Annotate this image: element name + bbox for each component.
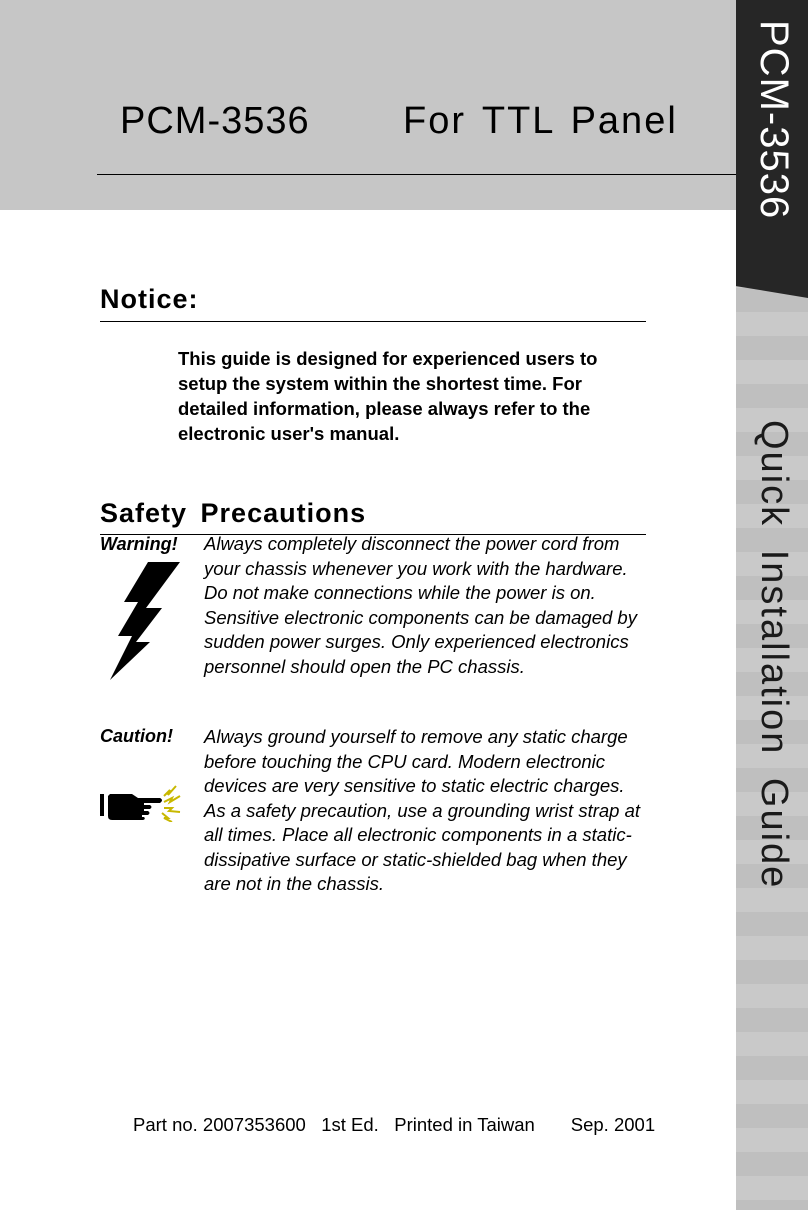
pointing-hand-static-icon — [98, 782, 186, 822]
notice-heading: Notice: — [100, 284, 199, 314]
lightning-bolt-icon — [110, 562, 182, 680]
header-model-title: PCM-3536 — [120, 100, 310, 142]
caution-text: Always ground yourself to remove any static charge before touching the CPU card. Modern electronic devices are very sensitive to static electric charges. As a safety precaution, use a grounding wrist strap at all times. Place all electronic components in a static-dissipative surface or static-shielded bag when they are not in the chassis. — [204, 726, 641, 894]
footer-part-info: Part no. 2007353600 1st Ed. Printed in Taiwan Sep. 2001 — [133, 1114, 656, 1135]
side-model-label: PCM-3536 — [752, 20, 796, 220]
notice-divider — [100, 321, 646, 322]
caution-label: Caution! — [100, 726, 173, 746]
notice-body: This guide is designed for experienced users to setup the system within the shortest time. For detailed information, please always refer to the electronic user's manual. — [178, 348, 598, 444]
header-subtitle: For TTL Panel — [403, 100, 678, 142]
header-divider — [97, 174, 736, 175]
warning-label: Warning! — [100, 534, 178, 554]
warning-text: Always completely disconnect the power cord from your chassis whenever you work with the hardware. Do not make connections while the power is on. Sensitive electronic components can be damaged by sudden power surges. Only experienced electronics personnel should open the PC chassis. — [204, 533, 637, 677]
safety-heading: Safety Precautions — [100, 498, 367, 528]
side-guide-label: Quick Installation Guide — [753, 420, 795, 890]
